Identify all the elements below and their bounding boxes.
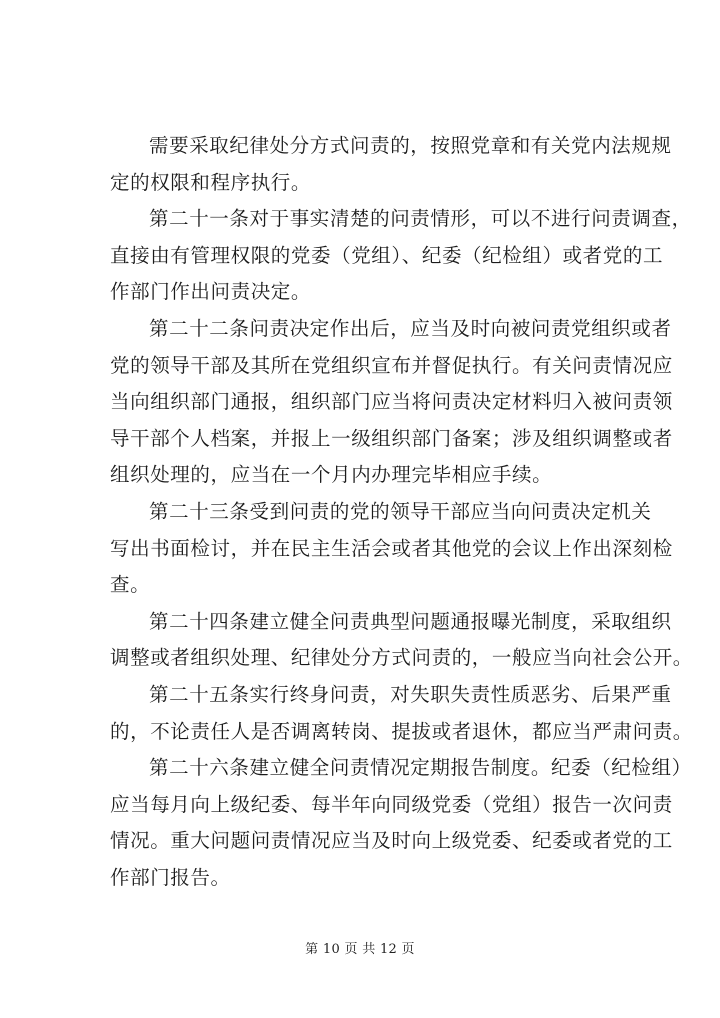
paragraph-1 (110, 128, 672, 201)
paragraph-line: 第二十二条问责决定作出后，应当及时向被问责党组织或者 (149, 316, 672, 340)
paragraph-line: 导干部个人档案，并报上一级组织部门备案；涉及组织调整或者 (110, 426, 673, 450)
document-body (110, 128, 693, 896)
paragraph-line: 作部门报告。 (110, 865, 231, 889)
paragraph-line: 作部门作出问责决定。 (110, 280, 312, 304)
paragraph-line: 第二十一条对于事实清楚的问责情形，可以不进行问责调查， (149, 207, 692, 231)
page-number-footer: 第 10 页 共 12 页 (305, 942, 415, 957)
paragraph-line: 应当每月向上级纪委、每半年向同级党委（党组）报告一次问责 (110, 792, 673, 816)
paragraph-line: 党的领导干部及其所在党组织宣布并督促执行。有关问责情况应 (110, 353, 673, 377)
paragraph-article-24 (110, 604, 693, 677)
paragraph-line: 情况。重大问题问责情况应当及时向上级党委、纪委或者党的工 (110, 829, 673, 853)
paragraph-line: 定的权限和程序执行。 (110, 170, 312, 194)
paragraph-line: 的，不论责任人是否调离转岗、提拔或者退休，都应当严肃问责。 (110, 719, 693, 743)
paragraph-line: 当向组织部门通报，组织部门应当将问责决定材料归入被问责领 (110, 390, 673, 414)
paragraph-line: 第二十三条受到问责的党的领导干部应当向问责决定机关 (149, 499, 652, 523)
paragraph-article-23 (110, 494, 673, 604)
paragraph-line: 第二十六条建立健全问责情况定期报告制度。纪委（纪检组） (149, 756, 692, 780)
paragraph-line: 需要采取纪律处分方式问责的，按照党章和有关党内法规规 (149, 134, 672, 157)
paragraph-line: 第二十四条建立健全问责典型问题通报曝光制度，采取组织 (149, 609, 672, 633)
paragraph-line: 第二十五条实行终身问责，对失职失责性质恶劣、后果严重 (149, 682, 672, 706)
paragraph-line: 写出书面检讨，并在民主生活会或者其他党的会议上作出深刻检 (110, 536, 673, 560)
paragraph-article-26 (110, 750, 692, 896)
paragraph-line: 调整或者组织处理、纪律处分方式问责的，一般应当向社会公开。 (110, 646, 693, 670)
paragraph-line: 查。 (110, 573, 151, 597)
paragraph-article-22 (110, 311, 673, 494)
paragraph-article-25 (110, 677, 693, 750)
paragraph-article-21 (110, 201, 692, 311)
paragraph-line: 组织处理的，应当在一个月内办理完毕相应手续。 (110, 463, 553, 487)
paragraph-line: 直接由有管理权限的党委（党组）、纪委（纪检组）或者党的工 (110, 243, 664, 267)
